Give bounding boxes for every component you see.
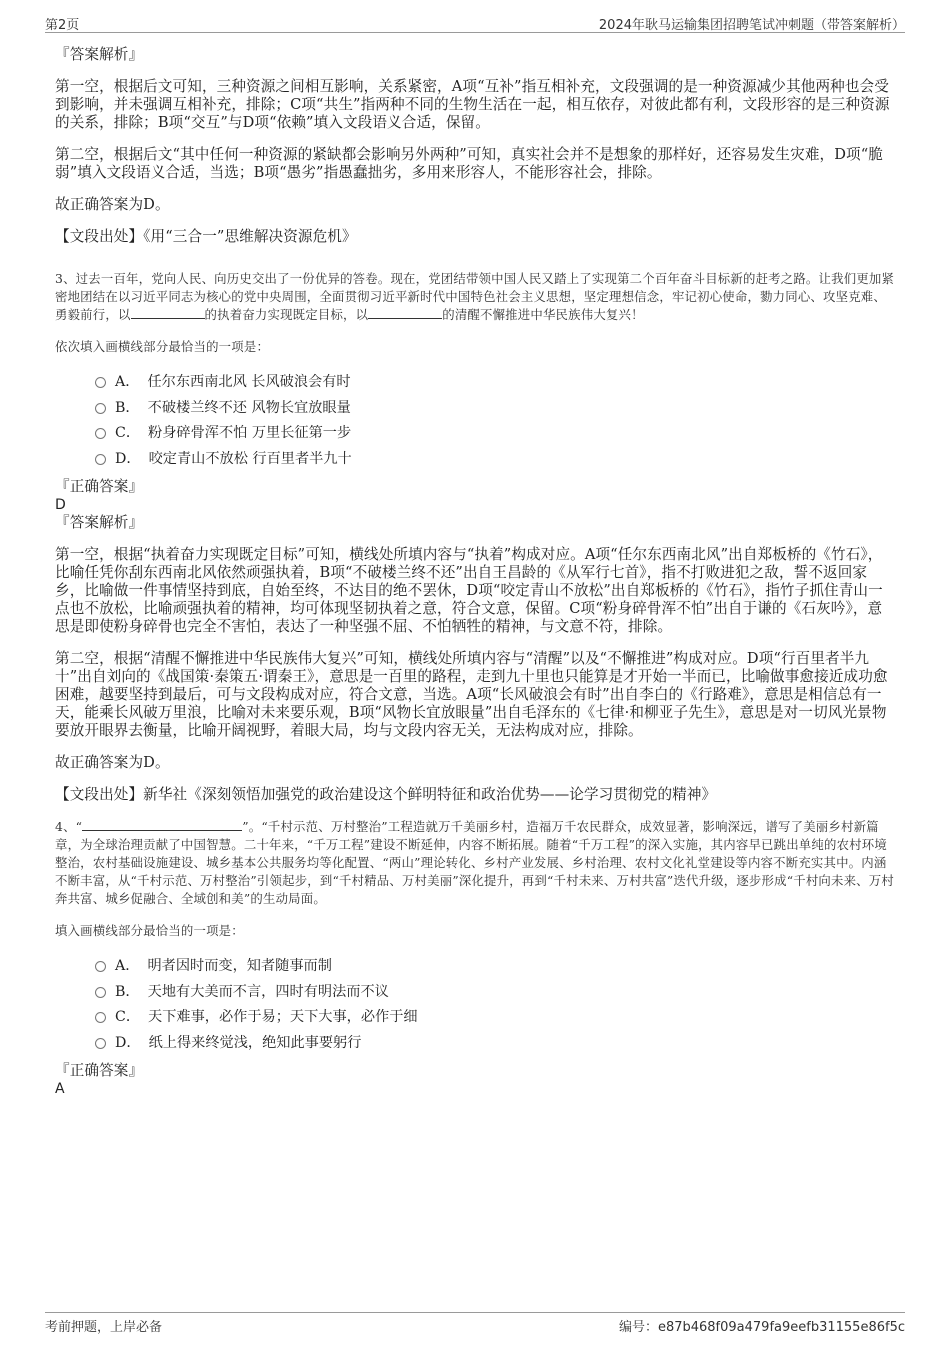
q3-blank-2 [368, 307, 442, 319]
document-title: 2024年耿马运输集团招聘笔试冲刺题（带答案解析） [598, 18, 905, 33]
q4-stem-part1: 4、“ [55, 819, 83, 834]
q3-options [95, 370, 895, 472]
q3-answer: D [55, 497, 66, 513]
q3-analysis-para1: 第一空，根据“执着奋力实现既定目标”可知，横线处所填内容与“执着”构成对应。A项“任尔东西南北风”出自郑板桥的《竹石》，比喻任凭你刮东西南北风依然顽强执着，B项“不破楼兰终不还”出自王昌龄的《从军行七首》，指不打败进犯之敌，誓不返回家乡，比喻做一件事情坚持到底，自始至终，不达目的绝不罢休，D项“咬定青山不放松”出自郑板桥的《竹石》，指竹子抓住青山一点也不放松，比喻顽强执着的精神，均可体现坚韧执着之意，符合文意，保留。C项“粉身碎骨浑不怕”出自于谦的《石灰吟》，意思是即使粉身碎骨也完全不害怕，表达了一种坚强不屈、不怕牺牲的精神，与文意不符，排除。 [55, 546, 883, 635]
q3-conclusion: 故正确答案为D。 [55, 754, 170, 771]
radio-icon[interactable] [95, 1012, 106, 1023]
radio-icon[interactable] [95, 454, 106, 465]
q4-option-c[interactable]: C． 天下难事，必作于易；天下大事，必作于细 [95, 1005, 895, 1031]
q3-stem [55, 270, 895, 324]
page-number: 第2页 [45, 18, 80, 33]
q3-instruction: 依次填入画横线部分最恰当的一项是： [55, 339, 270, 354]
q3-analysis-label: 『答案解析』 [55, 514, 144, 531]
page-header [45, 12, 905, 33]
q2-analysis-para1: 第一空，根据后文可知，三种资源之间相互影响，关系紧密，A项“互补”指互相补充，文段强调的是一种资源减少其他两种也会受到影响，并未强调互相补充，排除；C项“共生”指两种不同的生物生活在一起，相互依存，对彼此都有利，文段形容的是三种资源的关系，排除；B项“交互”与D项“依赖”填入文段语义合适，保留。 [55, 78, 890, 131]
radio-icon[interactable] [95, 961, 106, 972]
q3-option-c[interactable]: C． 粉身碎骨浑不怕 万里长征第一步 [95, 421, 895, 447]
q4-answer-label: 『正确答案』 [55, 1062, 144, 1079]
radio-icon[interactable] [95, 377, 106, 388]
q2-analysis-para2: 第二空，根据后文“其中任何一种资源的紧缺都会影响另外两种”可知，真实社会并不是想象的那样好，还容易发生灾难，D项“脆弱”填入文段语义合适，当选；B项“愚劣”指愚蠢拙劣，多用来形容人，不能形容社会，排除。 [55, 146, 883, 181]
q2-source: 【文段出处】《用“三合一”思维解决资源危机》 [55, 228, 357, 245]
document-id: 编号：e87b468f09a479fa9eefb31155e86f5c [618, 1320, 905, 1335]
q4-option-b[interactable]: B． 天地有大美而不言，四时有明法而不议 [95, 980, 895, 1006]
q3-stem-part2: 的执着奋力实现既定目标，以 [204, 307, 369, 322]
radio-icon[interactable] [95, 987, 106, 998]
q4-option-a[interactable]: A． 明者因时而变，知者随事而制 [95, 954, 895, 980]
radio-icon[interactable] [95, 403, 106, 414]
q3-answer-label: 『正确答案』 [55, 478, 144, 495]
q4-answer: A [55, 1081, 65, 1097]
q3-option-b[interactable]: B． 不破楼兰终不还 风物长宜放眼量 [95, 396, 895, 422]
page-content [55, 46, 895, 1098]
q3-analysis-para2: 第二空，根据“清醒不懈推进中华民族伟大复兴”可知，横线处所填内容与“清醒”以及“不懈推进”构成对应。D项“行百里者半九十”出自刘向的《战国策·秦策五·谓秦王》，意思是一百里的路程，走到九十里也只能算是才开始一半而已，比喻做事愈接近成功愈困难，越要坚持到最后，可与文段构成对应，符合文意，当选。A项“长风破浪会有时”出自李白的《行路难》，意思是相信总有一天，能乘长风破万里浪，比喻对未来要乐观，B项“风物长宜放眼量”出自毛泽东的《七律·和柳亚子先生》，意思是对一切风光景物要放开眼界去衡量，比喻开阔视野，着眼大局，均与文段内容无关，无法构成对应，排除。 [55, 650, 888, 739]
q3-stem-part1: 3、过去一百年，党向人民、向历史交出了一份优异的答卷。现在，党团结带领中国人民又踏上了实现第二个百年奋斗目标新的赶考之路。让我们更加紧密地团结在以习近平同志为核心的党中央周围，全面贯彻习近平新时代中国特色社会主义思想，坚定理想信念，牢记初心使命，勠力同心、攻坚克难、勇毅前行，以 [55, 271, 895, 322]
q2-conclusion: 故正确答案为D。 [55, 196, 170, 213]
q3-option-a[interactable]: A． 任尔东西南北风 长风破浪会有时 [95, 370, 895, 396]
q4-stem-part2: ”。“千村示范、万村整治”工程造就万千美丽乡村，造福万千农民群众，成效显著，影响深远，谱写了美丽乡村新篇章，为全球治理贡献了中国智慧。二十年来，“千万工程”建设不断延伸，内容不断拓展。随着“千万工程”的深入实施，其内容早已跳出单纯的农村环境整治，农村基础设施建设、城乡基本公共服务均等化配置、“两山”理论转化、乡村产业发展、乡村治理、农村文化礼堂建设等内容不断充实其中。内涵不断丰富，从“千村示范、万村整治”引领起步，到“千村精品、万村美丽”深化提升，再到“千村未来、万村共富”迭代升级，逐步形成“千村向未来、万村奔共富、城乡促融合、全域创和美”的生动局面。 [55, 819, 894, 906]
q2-analysis-label: 『答案解析』 [55, 46, 144, 63]
radio-icon[interactable] [95, 1038, 106, 1049]
page-footer [45, 1312, 905, 1335]
q3-stem-part3: 的清醒不懈推进中华民族伟大复兴！ [442, 307, 644, 322]
q4-stem [55, 818, 895, 908]
q4-blank [82, 819, 242, 831]
q3-option-d[interactable]: D． 咬定青山不放松 行百里者半九十 [95, 447, 895, 473]
q4-options [95, 954, 895, 1056]
radio-icon[interactable] [95, 428, 106, 439]
q4-instruction: 填入画横线部分最恰当的一项是： [55, 923, 244, 938]
q3-blank-1 [131, 307, 205, 319]
footer-slogan: 考前押题，上岸必备 [45, 1320, 163, 1335]
q3-source: 【文段出处】新华社《深刻领悟加强党的政治建设这个鲜明特征和政治优势——论学习贯彻党的精神》 [55, 786, 717, 803]
q4-option-d[interactable]: D． 纸上得来终觉浅，绝知此事要躬行 [95, 1031, 895, 1057]
